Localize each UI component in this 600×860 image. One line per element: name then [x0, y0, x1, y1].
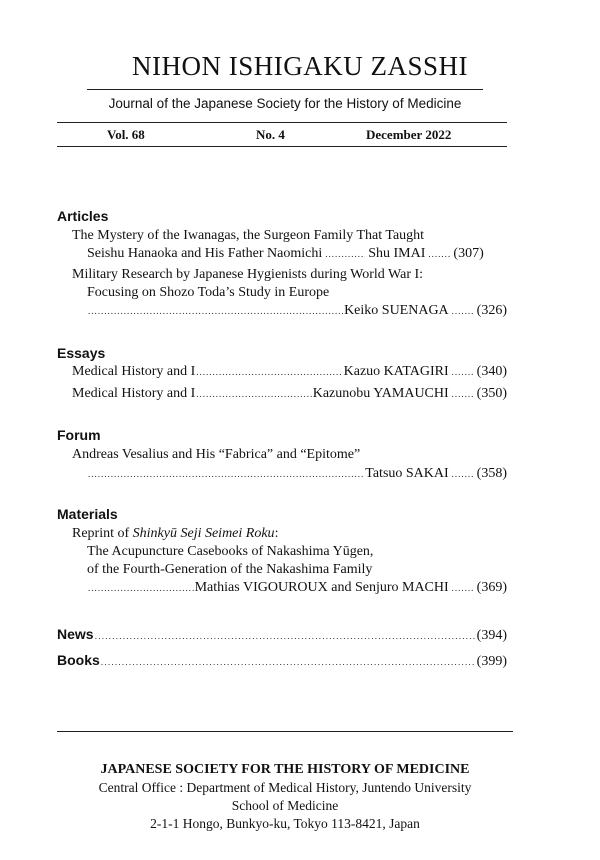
title-prefix: Reprint of	[72, 526, 133, 541]
dot-leader	[452, 302, 474, 320]
volume-label: Vol. 68	[107, 127, 145, 142]
toc-entry-page: (326)	[476, 303, 507, 318]
journal-title: NIHON ISHIGAKU ZASSHI	[132, 51, 468, 81]
office-line-2: School of Medicine	[231, 798, 339, 813]
toc-entry-author: Shu IMAI	[368, 246, 426, 261]
toc-entry-title: of the Fourth-Generation of the Nakashima Family	[87, 562, 373, 577]
dot-leader	[88, 579, 194, 597]
toc-entry-author: Tatsuo SAKAI	[365, 466, 449, 481]
toc-entry-page: (340)	[476, 364, 507, 379]
toc-entry-author: Kazunobu YAMAUCHI	[312, 386, 449, 401]
toc-entry-title	[72, 525, 507, 543]
footer-rule	[57, 731, 513, 732]
toc-entry	[72, 363, 507, 381]
dot-leader	[95, 631, 476, 641]
section-heading-articles: Articles	[57, 208, 109, 224]
toc-entry-page: (358)	[476, 466, 507, 481]
dot-leader	[452, 385, 474, 403]
dot-leader	[196, 385, 311, 403]
dot-leader	[101, 657, 476, 667]
title-rule	[87, 89, 483, 90]
toc-entry	[87, 245, 507, 263]
toc-entry-title: Medical History and I	[72, 364, 196, 379]
title-suffix: :	[274, 526, 279, 541]
toc-entry	[72, 385, 507, 403]
section-heading-news: News	[57, 626, 94, 642]
dot-leader	[88, 465, 364, 483]
toc-entry-author: Mathias VIGOUROUX and Senjuro MACHI	[194, 580, 449, 595]
section-heading-books: Books	[57, 652, 100, 668]
journal-subtitle: Journal of the Japanese Society for the History of Medicine	[108, 96, 462, 111]
toc-entry	[87, 579, 507, 597]
society-name: JAPANESE SOCIETY FOR THE HISTORY OF MEDICINE	[100, 762, 470, 777]
dot-leader	[196, 363, 342, 381]
toc-entry	[87, 465, 507, 483]
office-line-1: Central Office : Department of Medical History, Juntendo University	[98, 780, 472, 795]
toc-entry-author: Keiko SUENAGA	[344, 303, 449, 318]
issue-date: December 2022	[366, 127, 452, 142]
section-heading-essays: Essays	[57, 345, 106, 361]
issue-number: No. 4	[256, 127, 285, 142]
toc-entry	[87, 302, 507, 320]
dot-leader	[325, 245, 365, 263]
toc-entry-books	[57, 652, 507, 670]
toc-entry-title: Focusing on Shozo Toda’s Study in Europe	[87, 285, 330, 300]
meta-rule-bottom	[57, 146, 507, 147]
title-italic: Shinkyū Seji Seimei Roku	[132, 526, 275, 541]
toc-entry-title: Military Research by Japanese Hygienists during World War I:	[72, 267, 424, 282]
toc-entry-page: (307)	[453, 246, 484, 261]
toc-entry-title: The Acupuncture Casebooks of Nakashima Yūgen,	[87, 544, 374, 559]
toc-entry-news	[57, 626, 507, 644]
toc-entry-title: Andreas Vesalius and His “Fabrica” and “Epitome”	[72, 447, 361, 462]
toc-entry-page: (394)	[476, 628, 507, 643]
address: 2-1-1 Hongo, Bunkyo-ku, Tokyo 113-8421, Japan	[150, 816, 420, 831]
section-heading-materials: Materials	[57, 506, 118, 522]
toc-entry-title: Seishu Hanaoka and His Father Naomichi	[87, 246, 323, 261]
toc-entry-page: (369)	[476, 580, 507, 595]
toc-entry-author: Kazuo KATAGIRI	[343, 364, 449, 379]
dot-leader	[88, 302, 343, 320]
toc-entry-title: Medical History and I	[72, 386, 196, 401]
section-heading-forum: Forum	[57, 427, 101, 443]
dot-leader	[452, 579, 474, 597]
dot-leader	[452, 465, 474, 483]
toc-entry-page: (350)	[476, 386, 507, 401]
dot-leader	[428, 245, 450, 263]
toc-entry-title: The Mystery of the Iwanagas, the Surgeon Family That Taught	[72, 228, 425, 243]
meta-rule-top	[57, 122, 507, 123]
dot-leader	[452, 363, 474, 381]
toc-entry-page: (399)	[476, 654, 507, 669]
